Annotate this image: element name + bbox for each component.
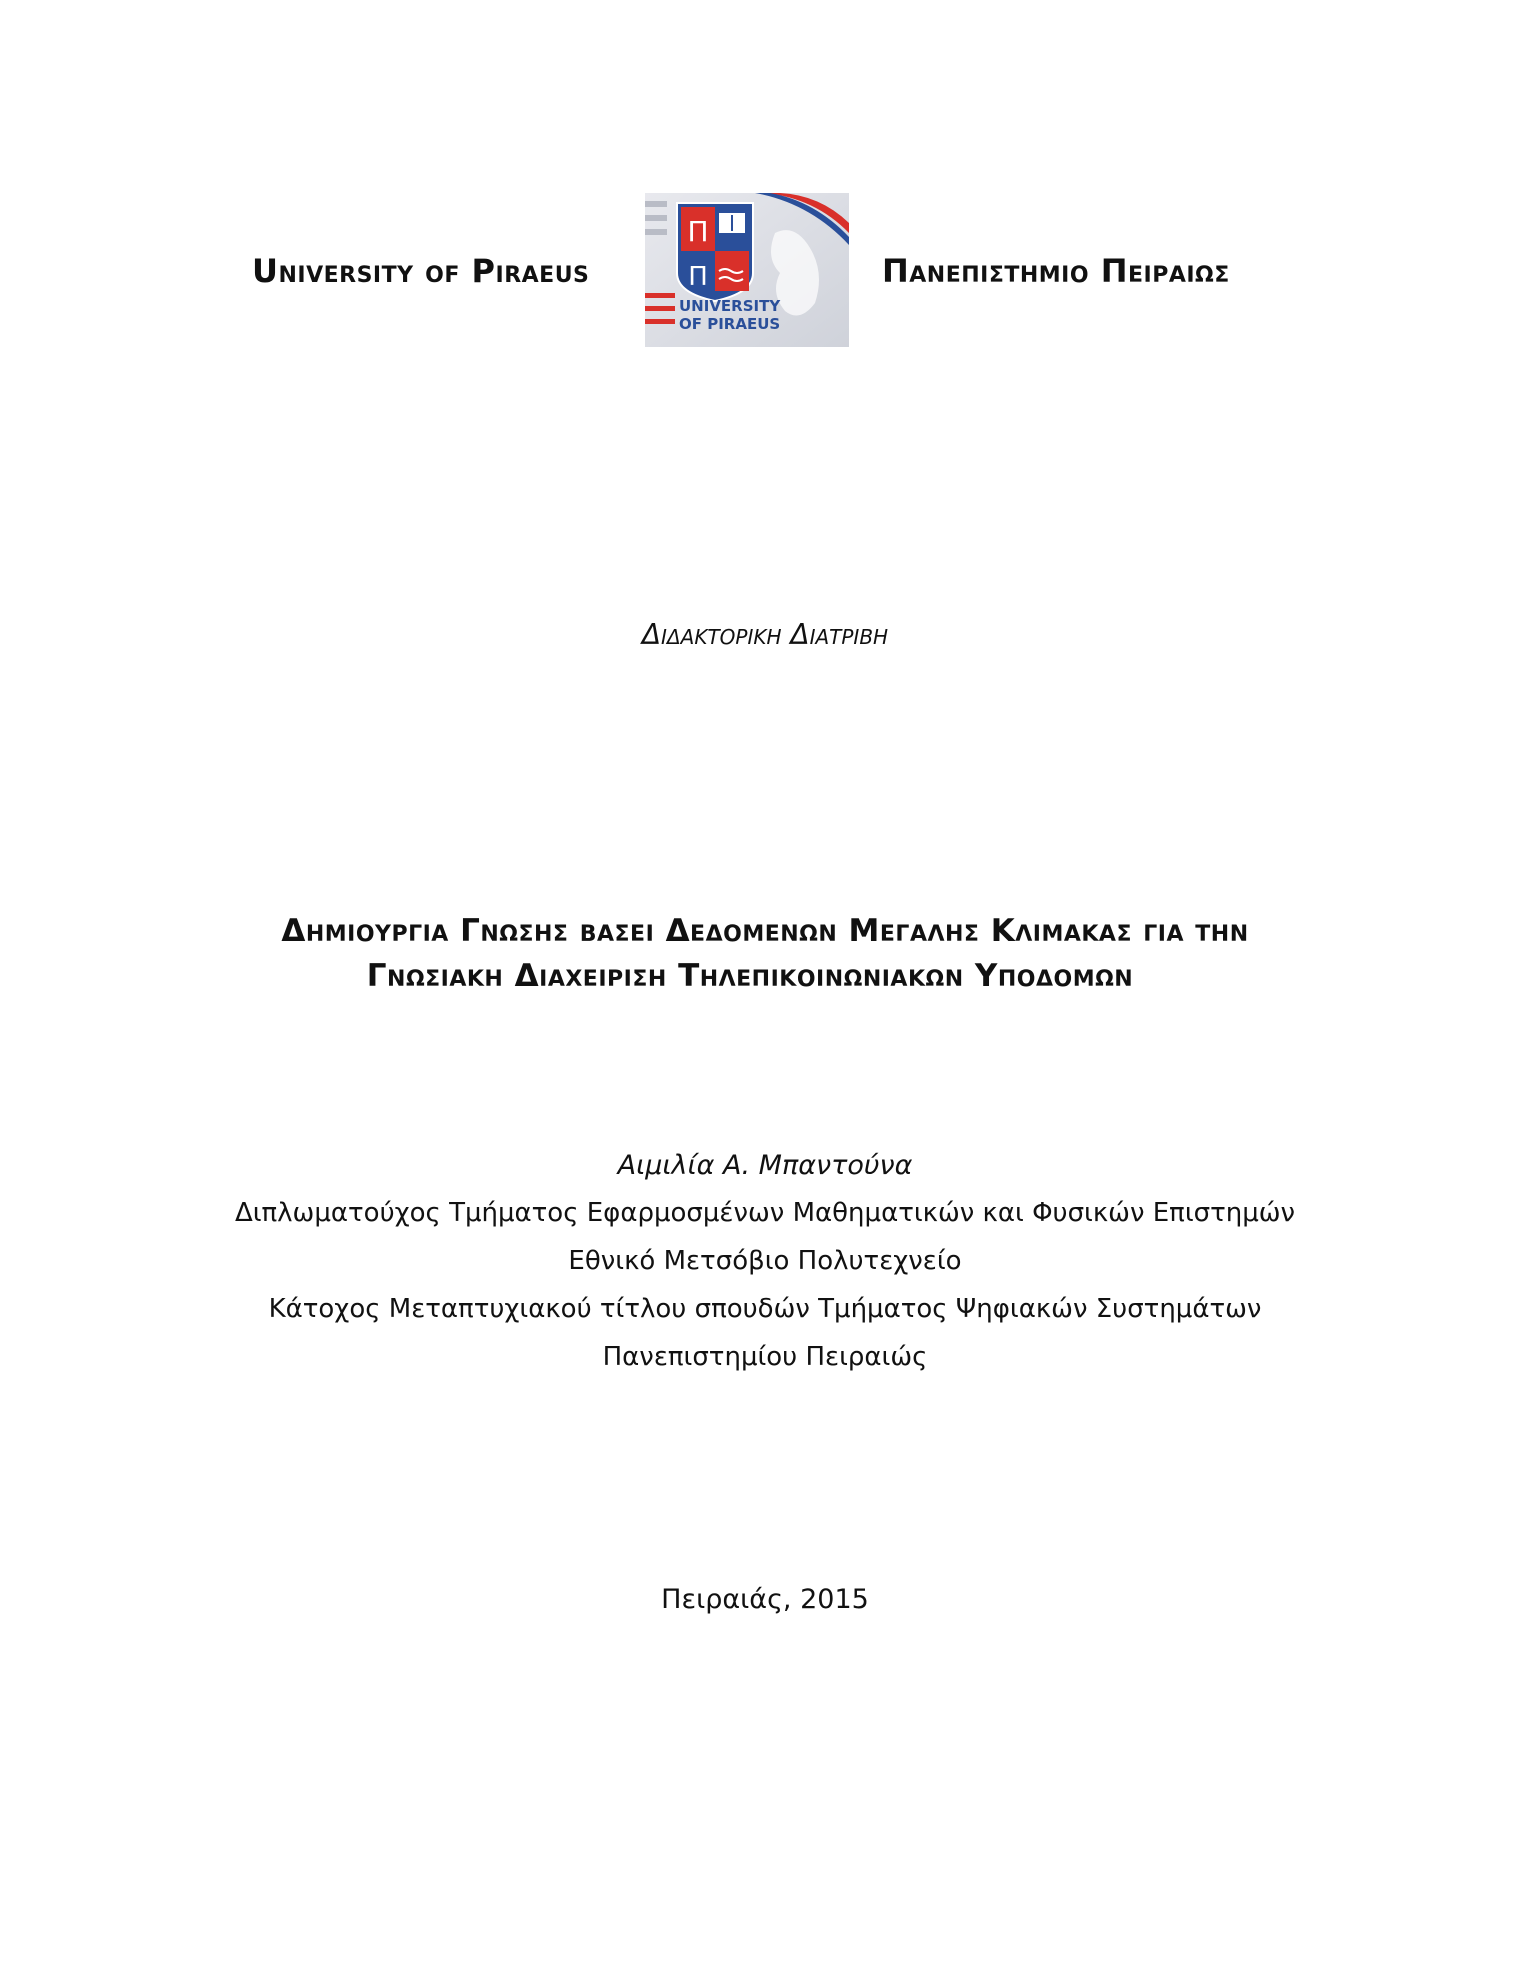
header-university-gr: Πανεπιστημιο Πειραιως: [882, 252, 1230, 290]
shield-letter-bottom: Π: [688, 262, 708, 292]
header-university-en: University of Piraeus: [252, 252, 590, 290]
university-logo-icon: [645, 193, 849, 347]
thesis-title-line1: Δημιουργια Γνωσης βασει Δεδομενων Μεγαλης Κλιμακας για την: [281, 913, 1249, 949]
affiliation-line: Διπλωματούχος Τμήματος Εφαρμοσμένων Μαθηματικών και Φυσικών Επιστημών: [234, 1198, 1296, 1228]
author-name: Αιμιλία Α. Μπαντούνα: [617, 1150, 913, 1181]
affiliation-line: Εθνικό Μετσόβιο Πολυτεχνείο: [568, 1246, 962, 1276]
affiliation-line: Πανεπιστημίου Πειραιώς: [602, 1342, 928, 1372]
affiliation-line: Κάτοχος Μεταπτυχιακού τίτλου σπουδών Τμήματος Ψηφιακών Συστημάτων: [268, 1294, 1262, 1324]
shield-letter-top: Π: [687, 215, 709, 248]
place-date: Πειραιάς, 2015: [661, 1584, 869, 1615]
thesis-title-line2: Γνωσιακη Διαχειριση Τηλεπικοινωνιακων Υποδομων: [366, 958, 1134, 994]
logo-text-line2: OF PIRAEUS: [679, 315, 781, 333]
university-logo: [645, 193, 849, 347]
document-type: Διδακτορικη Διατριβη: [641, 618, 889, 651]
logo-text-line1: UNIVERSITY: [679, 297, 781, 315]
